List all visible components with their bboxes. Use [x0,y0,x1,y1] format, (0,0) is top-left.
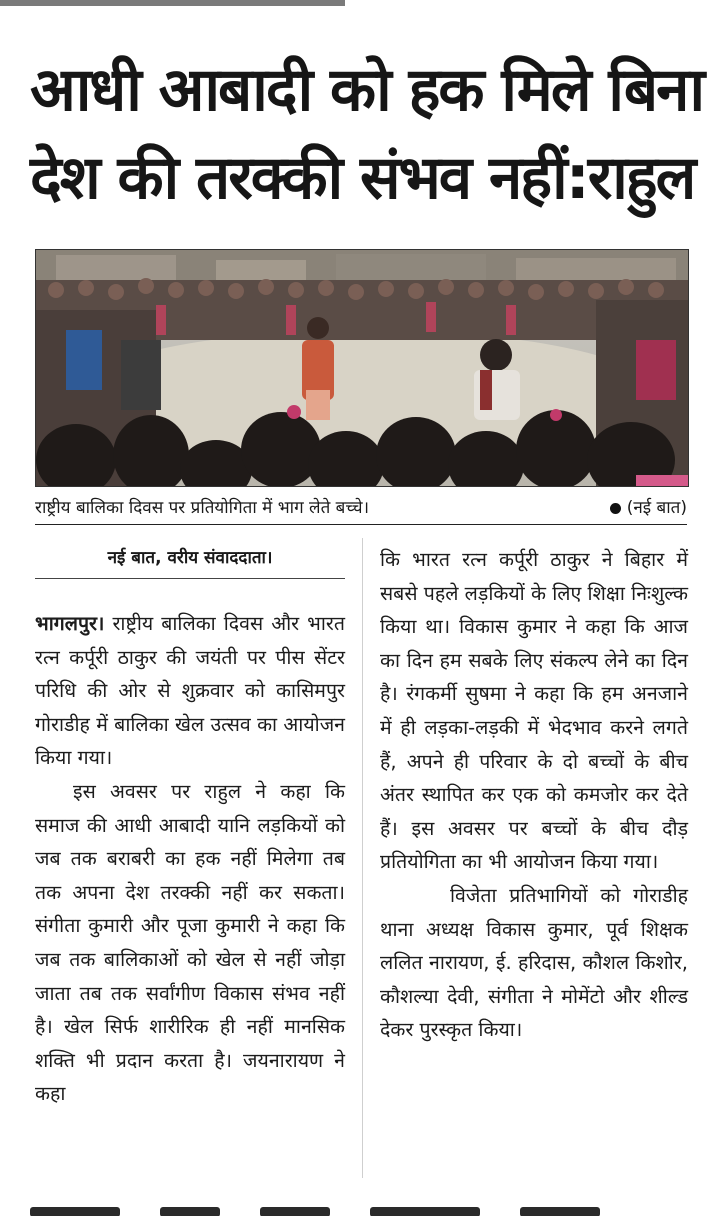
photo-caption: राष्ट्रीय बालिका दिवस पर प्रतियोगिता में भाग लेते बच्चे। [35,498,370,518]
article-paragraph-1-text: राष्ट्रीय बालिका दिवस और भारत रत्न कर्पूरी ठाकुर की जयंती पर पीस सेंटर परिधि की ओर से शुक्रवार को कासिमपुर गोराडीह में बालिका खेल उत्सव का आयोजन किया गया। [35,612,345,770]
article-column-right [380,543,688,1047]
headline-line-1: आधी आबादी को हक मिले बिना [30,55,704,125]
article-dateline-place: भागलपुर। [35,612,105,635]
article-column-left [35,607,345,1111]
article-paragraph-4: विजेता प्रतिभागियों को गोराडीह थाना अध्यक्ष विकास कुमार, पूर्व शिक्षक ललित नारायण, ई. हरिदास, कौशल किशोर, कौशल्या देवी, संगीता ने मोमेंटो और शील्ड देकर पुरस्कृत किया। [380,883,688,1042]
photo-credit-text: (नई बात) [626,498,687,518]
crowd-scene-image [36,250,688,486]
photo-credit [610,492,687,524]
dateline: नई बात, वरीय संवाददाता। [35,538,345,579]
article-paragraph-2: इस अवसर पर राहुल ने कहा कि समाज की आधी आबादी यानि लड़कियों को जब तक बराबरी का हक नहीं मिलेगा तब तक अपना देश तरक्की नहीं कर सकता। संगीता कुमारी और पूजा कुमारी ने कहा कि जब तक बालिकाओं को खेल से नहीं जोड़ा जाता तब तक सर्वांगीण विकास संभव नहीं है। खेल सिर्फ शारीरिक ही नहीं मानसिक शक्ति भी प्रदान करता है। जयनारायण ने कहा [35,779,345,1106]
headline [30,46,704,222]
photo-caption-row [35,492,687,525]
headline-line-2: देश की तरक्की संभव नहीं:राहुल [30,143,695,213]
column-divider [362,538,363,1178]
next-article-fragment [30,1202,680,1216]
news-photo [35,249,689,487]
bullet-icon [610,503,621,514]
article-paragraph-3: कि भारत रत्न कर्पूरी ठाकुर ने बिहार में सबसे पहले लड़कियों के लिए शिक्षा निःशुल्क किया था। विकास कुमार ने कहा कि आज का दिन हम सबके लिए संकल्प लेने का दिन है। रंगकर्मी सुषमा ने कहा कि हम अनजाने में ही लड़का-लड़की में भेदभाव करने लगते हैं, अपने ही परिवार के दो बच्चों के बीच अंतर स्थापित कर एक को कमजोर कर देते हैं। इस अवसर पर बच्चों के बीच दौड़ प्रतियोगिता का भी आयोजन किया गया। [380,548,688,874]
article-paragraph-1 [35,607,345,775]
top-rule [0,0,345,6]
